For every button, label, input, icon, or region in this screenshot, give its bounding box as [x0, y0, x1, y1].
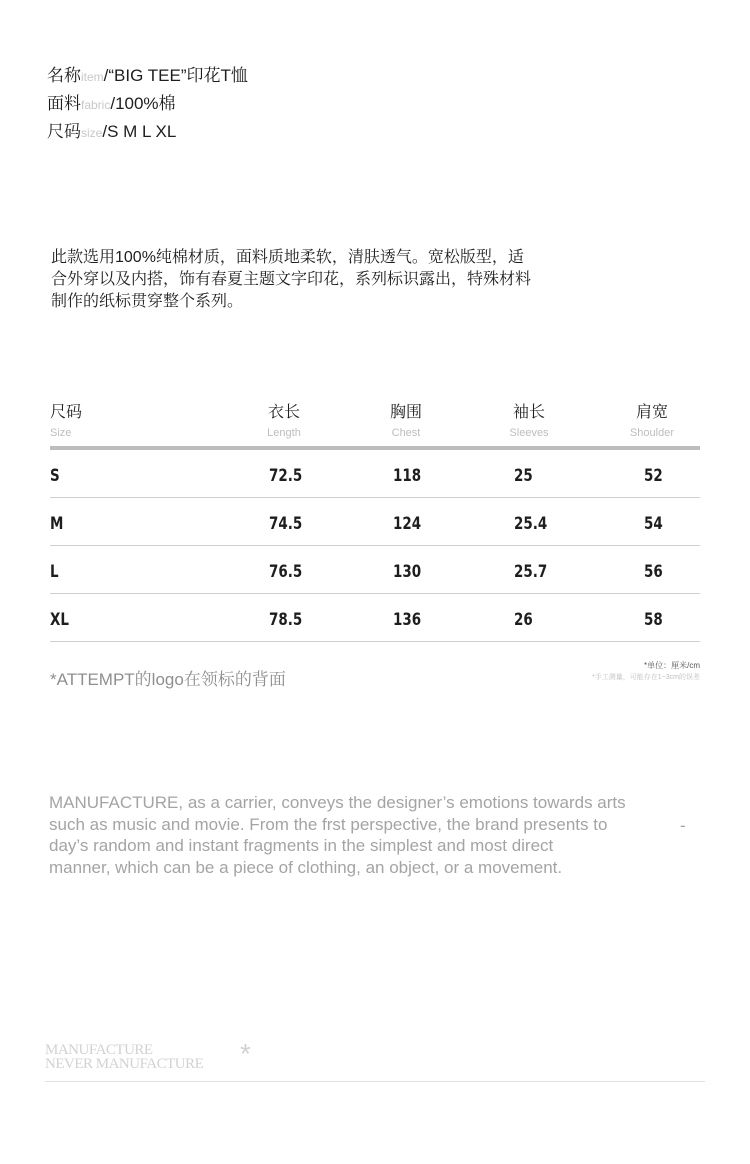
header-shoulder-zh: 肩宽	[635, 404, 668, 421]
info-name-label-en: item	[81, 70, 104, 84]
cell-sleeves: 25.4	[514, 514, 548, 534]
brand-statement-dash: -	[680, 816, 686, 835]
header-shoulder-en: Shoulder	[629, 427, 675, 439]
header-length-en: Length	[267, 427, 301, 439]
footer-logo	[45, 1043, 203, 1071]
cell-chest: 118	[393, 466, 422, 486]
size-table	[50, 402, 700, 642]
cell-length: 78.5	[269, 610, 303, 630]
cell-sleeves: 25	[514, 466, 533, 486]
footer-logo-line1: MANUFACTURE	[45, 1042, 153, 1058]
cell-chest: 130	[393, 562, 422, 582]
description-line: 此款选用100%纯棉材质，面料质地柔软，清肤透气。宽松版型，适	[51, 249, 524, 266]
product-description	[51, 247, 611, 313]
tolerance-label: *手工测量，可能存在1~3cm的误差	[592, 674, 700, 681]
cell-shoulder: 58	[644, 610, 663, 630]
info-fabric-label: 面料	[47, 94, 81, 113]
brand-statement-line: manner, which can be a piece of clothing, an object, or a movement.	[49, 857, 563, 877]
header-size	[50, 402, 140, 441]
unit-note	[592, 660, 700, 684]
info-size-row	[47, 120, 248, 148]
cell-chest: 124	[393, 514, 422, 534]
header-size-zh: 尺码	[50, 404, 83, 421]
info-size-value: /S M L XL	[102, 122, 177, 141]
header-sleeves-en: Sleeves	[509, 427, 549, 439]
product-info	[47, 64, 248, 148]
footer-divider	[45, 1081, 705, 1082]
brand-statement-line: day’s random and instant fragments in the simplest and most direct	[49, 836, 554, 855]
cell-length: 74.5	[269, 514, 303, 534]
table-row	[50, 498, 700, 546]
cell-size: M	[50, 514, 64, 534]
cell-sleeves: 25.7	[514, 562, 548, 582]
header-shoulder	[607, 402, 697, 441]
header-chest-en: Chest	[391, 427, 421, 439]
cell-chest: 136	[393, 610, 422, 630]
header-length-zh: 衣长	[267, 404, 300, 421]
cell-shoulder: 54	[644, 514, 663, 534]
info-fabric-value: /100%棉	[110, 94, 176, 113]
header-sleeves-zh: 袖长	[512, 404, 545, 421]
description-line: 制作的纸标贯穿整个系列。	[51, 293, 244, 310]
size-table-header	[50, 402, 700, 450]
table-row	[50, 594, 700, 642]
table-row	[50, 546, 700, 594]
cell-size: L	[50, 562, 59, 582]
header-chest-zh: 胸围	[389, 404, 422, 421]
brand-statement-line: MANUFACTURE, as a carrier, conveys the designer’s emotions towards arts	[49, 793, 626, 812]
info-size-label: 尺码	[47, 122, 81, 141]
footer-logo-line2: NEVER MANUFACTURE	[45, 1056, 204, 1072]
brand-statement-line: such as music and movie. From the frst perspective, the brand presents to	[49, 814, 608, 834]
header-size-en: Size	[50, 427, 72, 439]
header-sleeves	[484, 402, 574, 441]
asterisk-icon: *	[240, 1038, 251, 1069]
cell-sleeves: 26	[514, 610, 533, 630]
brand-statement	[49, 792, 699, 878]
cell-length: 76.5	[269, 562, 303, 582]
cell-length: 72.5	[269, 466, 303, 486]
info-name-label: 名称	[47, 66, 81, 85]
info-name-value: /“BIG TEE”印花T恤	[103, 66, 248, 85]
header-chest	[361, 402, 451, 441]
table-row	[50, 450, 700, 498]
logo-location-note: *ATTEMPT的logo在领标的背面	[50, 670, 286, 689]
cell-size: XL	[50, 610, 69, 630]
cell-shoulder: 52	[644, 466, 663, 486]
cell-size: S	[50, 466, 60, 486]
info-name-row	[47, 64, 248, 92]
info-size-label-en: size	[81, 126, 103, 140]
header-length	[239, 402, 329, 441]
cell-shoulder: 56	[644, 562, 663, 582]
info-fabric-row	[47, 92, 248, 120]
description-line: 合外穿以及内搭，饰有春夏主题文字印花，系列标识露出，特殊材料	[51, 271, 532, 288]
unit-label: *单位：厘米/cm	[644, 661, 700, 670]
info-fabric-label-en: fabric	[81, 98, 111, 112]
